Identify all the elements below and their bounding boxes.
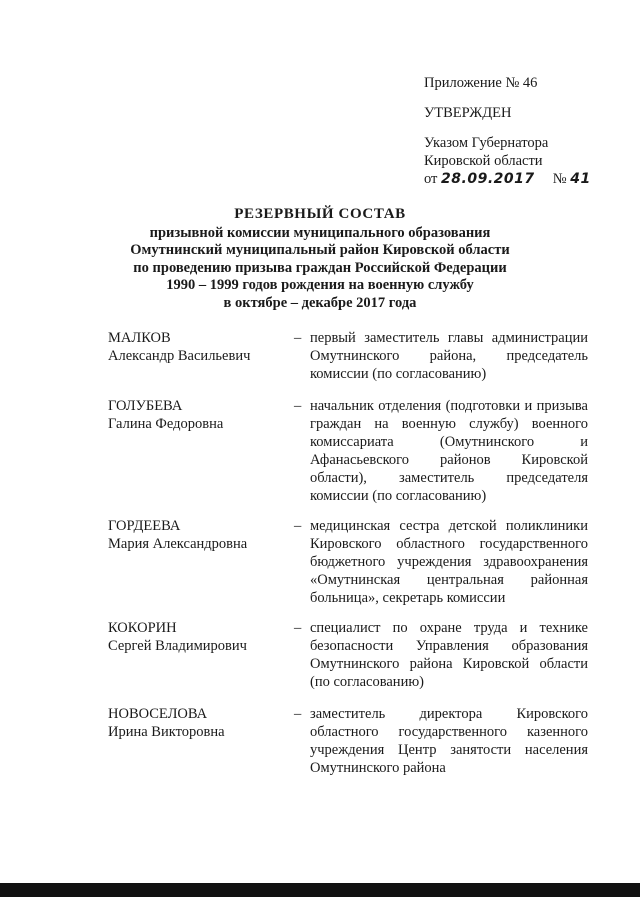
member-given-name: Галина Федоровна bbox=[108, 416, 224, 432]
decree-date-line bbox=[424, 170, 634, 188]
title-line: призывной комиссии муниципального образования bbox=[149, 224, 491, 241]
scan-bottom-edge bbox=[0, 883, 640, 897]
title-line: Омутнинский муниципальный район Кировской области bbox=[130, 242, 510, 258]
approval-block bbox=[424, 74, 634, 188]
member-name bbox=[108, 619, 278, 655]
decree-line-2: Кировской области bbox=[424, 153, 543, 169]
handwritten-number: 41 bbox=[570, 171, 591, 187]
member-role: медицинская сестра детской поликлиники Кировского областного государственного бюджетного учреждения здравоохранения «Омутнинская центральная районная больница», секретарь комиссии bbox=[310, 518, 588, 606]
member-surname: НОВОСЕЛОВА bbox=[108, 706, 208, 722]
appendix-label: Приложение № 46 bbox=[424, 75, 538, 91]
member-role: начальник отделения (подготовки и призыва граждан на военную службу) военного комиссариата (Омутнинского и Афанасьевского районов Кировской области), заместитель председателя комиссии (по согласованию) bbox=[310, 398, 588, 504]
title-line: 1990 – 1999 годов рождения на военную службу bbox=[166, 277, 474, 293]
title-line: в октябре – декабре 2017 года bbox=[223, 294, 417, 311]
dash-separator: – bbox=[294, 518, 302, 534]
member-role: первый заместитель главы администрации Омутнинского района, председатель комиссии (по согласованию) bbox=[310, 330, 588, 382]
document-title bbox=[90, 206, 550, 312]
member-given-name: Сергей Владимирович bbox=[108, 638, 247, 654]
number-prefix: № bbox=[552, 171, 567, 187]
title-main: РЕЗЕРВНЫЙ СОСТАВ bbox=[234, 206, 406, 222]
member-surname: ГОРДЕЕВА bbox=[108, 518, 181, 534]
dash-separator: – bbox=[294, 706, 302, 722]
handwritten-date: 28.09.2017 bbox=[441, 171, 535, 187]
member-given-name: Ирина Викторовна bbox=[108, 724, 225, 740]
date-prefix: от bbox=[424, 171, 438, 187]
member-name bbox=[108, 517, 278, 553]
member-surname: КОКОРИН bbox=[108, 620, 177, 636]
member-name bbox=[108, 705, 278, 741]
member-name bbox=[108, 329, 278, 365]
title-line: по проведению призыва граждан Российской Федерации bbox=[133, 259, 507, 276]
member-surname: ГОЛУБЕВА bbox=[108, 398, 183, 414]
member-role: специалист по охране труда и технике безопасности Управления образования Омутнинского района Кировской области (по согласованию) bbox=[310, 620, 588, 690]
member-given-name: Александр Васильевич bbox=[108, 348, 251, 364]
dash-separator: – bbox=[294, 620, 302, 636]
dash-separator: – bbox=[294, 398, 302, 414]
decree-line-1: Указом Губернатора bbox=[424, 135, 549, 151]
member-role: заместитель директора Кировского областного государственного казенного учреждения Центр занятости населения Омутнинского района bbox=[310, 706, 588, 776]
member-surname: МАЛКОВ bbox=[108, 330, 171, 346]
dash-separator: – bbox=[294, 330, 302, 346]
member-given-name: Мария Александровна bbox=[108, 536, 248, 552]
member-name bbox=[108, 397, 278, 433]
approved-label: УТВЕРЖДЕН bbox=[424, 105, 512, 121]
